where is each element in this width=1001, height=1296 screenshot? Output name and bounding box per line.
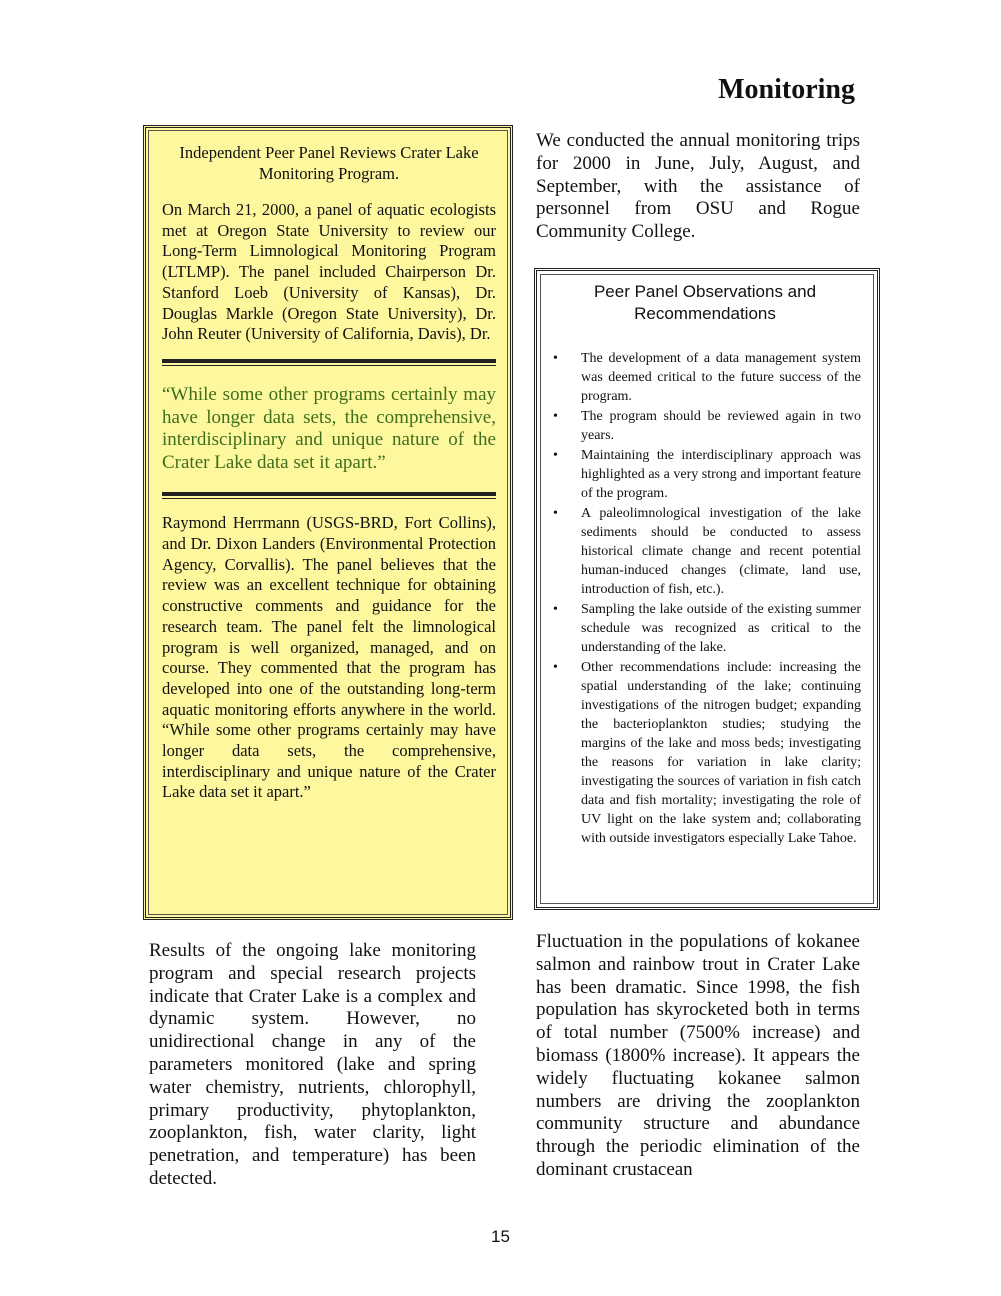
list-item: • Sampling the lake outside of the existing summer schedule was recognized as critical to the understanding of the lake.: [553, 602, 861, 655]
results-paragraph: Results of the ongoing lake monitoring program and special research projects indicate that Crater Lake is a complex and dynamic system. However, no unidirectional change in any of the parameters monitored (lake and spring water chemistry, nutrients, chlorophyll, primary productivity, phytoplankton, zooplankton, fish, water clarity, light penetration, and temperature) has been detected.: [149, 940, 476, 1189]
intro-paragraph: We conducted the annual monitoring trips for 2000 in June, July, August, and September, with the assistance of personnel from OSU and Rogue Community College.: [536, 130, 860, 243]
sidebar-paragraph-1: On March 21, 2000, a panel of aquatic ecologists met at Oregon State University to review our Long-Term Limnological Monitoring Program (LTLMP). The panel included Chairperson Dr. Stanford Loeb (University of Kansas), Dr. Douglas Markle (Oregon State University), Dr. John Reuter (University of California, Davis), Dr.: [162, 200, 496, 344]
bullet-icon: •: [553, 409, 558, 424]
bullet-icon: •: [553, 602, 558, 617]
list-item: • The development of a data management system was deemed critical to the future success of the program.: [553, 351, 861, 404]
sidebar-divider-top: [162, 359, 496, 366]
list-item: • The program should be reviewed again in two years.: [553, 409, 861, 443]
list-item: • Other recommendations include: increasing the spatial understanding of the lake; continuing investigations of the nitrogen budget; expanding the bacterioplankton studies; studying the margins of the lake and moss beds; investigating the reasons for variation in lake clarity; investigating the sources of variation in fish catch data and fish mortality; investigating the role of UV light on the lake system and; collaborating with outside investigators especially Lake Tahoe.: [553, 660, 861, 846]
observations-list: [549, 349, 861, 848]
list-item: • A paleolimnological investigation of the lake sediments should be conducted to assess historical climate change and recent potential human-induced changes (climate, land use, introduction of fish, etc.).: [553, 506, 861, 597]
bullet-icon: •: [553, 506, 558, 521]
list-item: • Maintaining the interdisciplinary approach was highlighted as a very strong and important feature of the program.: [553, 448, 861, 501]
sidebar-title: Independent Peer Panel Reviews Crater Lake Monitoring Program.: [179, 143, 479, 183]
fluctuation-paragraph: Fluctuation in the populations of kokanee salmon and rainbow trout in Crater Lake has been dramatic. Since 1998, the fish population has skyrocketed both in terms of total number (7500% increase) and biomass (1800% increase). It appears the widely fluctuating kokanee salmon numbers are driving the zooplankton community structure and abundance through the periodic elimination of the dominant crustacean: [536, 931, 860, 1180]
sidebar-paragraph-2: Raymond Herrmann (USGS-BRD, Fort Collins), and Dr. Dixon Landers (Environmental Protection Agency, Corvallis). The panel believes that the review was an excellent technique for obtaining constructive comments and guidance for the research team. The panel felt the limnological program is well organized, managed, and on course. They commented that the program has developed into one of the outstanding long-term aquatic monitoring efforts anywhere in the world. “While some other programs certainly may have longer data sets, the comprehensive, interdisciplinary and unique nature of the Crater Lake data set it apart.”: [162, 513, 496, 802]
bullet-icon: •: [553, 660, 558, 675]
section-title: Monitoring: [718, 74, 855, 105]
peer-review-sidebar: [143, 125, 513, 920]
sidebar-divider-bottom: [162, 492, 496, 499]
bullet-icon: •: [553, 448, 558, 463]
observations-title: Peer Panel Observations and Recommendations: [593, 282, 817, 323]
pull-quote: “While some other programs certainly may have longer data sets, the comprehensive, interdisciplinary and unique nature of the Crater Lake data set it apart.”: [162, 383, 496, 473]
bullet-icon: •: [553, 351, 558, 366]
observations-box: [534, 268, 880, 910]
page-number: 15: [491, 1227, 510, 1246]
